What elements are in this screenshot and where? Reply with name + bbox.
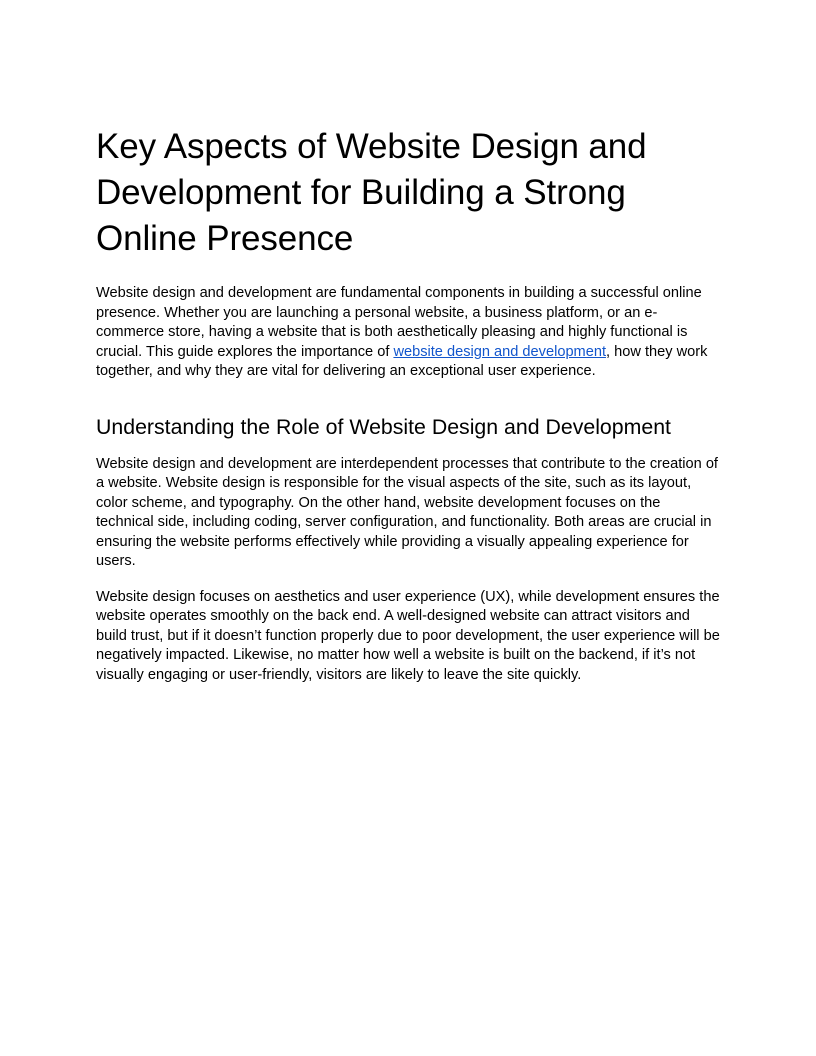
section-paragraph-1: Website design and development are interdependent processes that contribute to the creation of a website. Website design is responsible for the visual aspects of the site, such as its layout, color scheme, and typography. On the other hand, website development focuses on the technical side, including coding, server configuration, and functionality. Both areas are crucial in ensuring the website performs effectively while providing a visually appealing experience for users. [96, 455, 718, 569]
intro-paragraph [96, 284, 720, 382]
intro-text-after-link: , how they work together, and why they are vital for delivering an exceptional user experience. [96, 343, 708, 379]
intro-text-before-link: Website design and development are fundamental components in building a successful online presence. Whether you are launching a personal website, a business platform, or an e-commerce store, having a website that is both aesthetically pleasing and highly functional is crucial. This guide explores the importance of [96, 285, 702, 360]
section-heading: Understanding the Role of Website Design and Development [96, 414, 671, 439]
document-page [96, 124, 720, 685]
document-title: Key Aspects of Website Design and Development for Building a Strong Online Presence [96, 127, 647, 258]
section-paragraph-2: Website design focuses on aesthetics and user experience (UX), while development ensures the website operates smoothly on the back end. A well-designed website can attract visitors and build trust, but if it doesn’t function properly due to poor development, the user experience will be negatively impacted. Likewise, no matter how well a website is built on the backend, if it’s not visually engaging or user-friendly, visitors are likely to leave the site quickly. [96, 588, 720, 683]
website-design-link[interactable]: website design and development [393, 343, 607, 360]
